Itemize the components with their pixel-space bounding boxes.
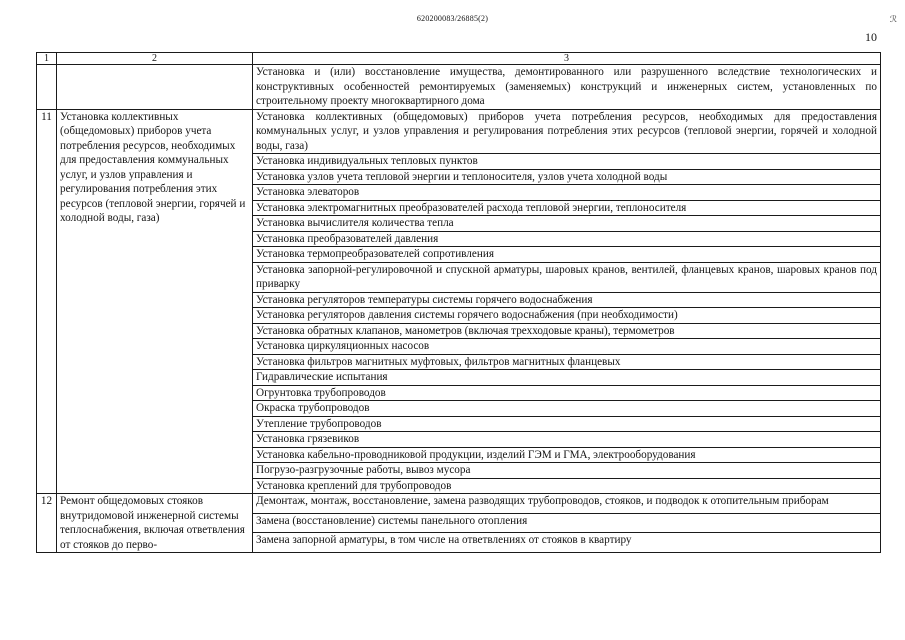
work-item-cell: Установка регуляторов давления системы горячего водоснабжения (при необходимости) [253,308,881,324]
work-item-cell: Окраска трубопроводов [253,401,881,417]
work-item-cell: Демонтаж, монтаж, восстановление, замена разводящих трубопроводов, стояков, и подводок к отопительным приборам [253,494,881,514]
work-item-cell: Установка индивидуальных тепловых пунктов [253,154,881,170]
table-row-continuation [37,65,881,110]
section-name-cell: Установка коллективных (общедомовых) приборов учета потребления ресурсов, необходимых для предоставления коммунальных услуг, и узлов управления и регулирования потребления этих ресурсов (тепловой энергии, горячей и холодной воды, газа) [57,109,253,494]
work-item-cell: Утепление трубопроводов [253,416,881,432]
work-item-cell: Установка фильтров магнитных муфтовых, фильтров магнитных фланцевых [253,354,881,370]
work-item-cell: Установка циркуляционных насосов [253,339,881,355]
work-item-cell: Установка элеваторов [253,185,881,201]
work-item-cell: Установка узлов учета тепловой энергии и теплоносителя, узлов учета холодной воды [253,169,881,185]
work-item-cell: Установка вычислителя количества тепла [253,216,881,232]
work-item-cell: Установка электромагнитных преобразователей расхода тепловой энергии, теплоносителя [253,200,881,216]
work-item-cell: Погрузо-разгрузочные работы, вывоз мусора [253,463,881,479]
section-number-cell: 11 [37,109,57,494]
works-table [36,52,881,553]
document-code: 620200083/26885(2) [416,14,489,23]
work-item-cell: Установка грязевиков [253,432,881,448]
column-header-2: 2 [57,53,253,65]
work-item-cell: Установка кабельно-проводниковой продукции, изделий ГЭМ и ГМА, электрооборудования [253,447,881,463]
continuation-name-cell [57,65,253,110]
work-item-cell: Установка преобразователей давления [253,231,881,247]
work-item-cell: Гидравлические испытания [253,370,881,386]
table-row [37,109,881,154]
work-item-cell: Установка креплений для трубопроводов [253,478,881,494]
work-item-cell: Установка регуляторов температуры системы горячего водоснабжения [253,292,881,308]
continuation-number-cell [37,65,57,110]
section-number-cell: 12 [37,494,57,553]
work-item-cell: Установка обратных клапанов, манометров (включая трехходовые краны), термометров [253,323,881,339]
work-item-cell: Установка запорной-регулировочной и спускной арматуры, шаровых кранов, вентилей, фланцевых кранов, шаровых кранов под приварку [253,262,881,292]
work-item-cell: Установка термопреобразователей сопротивления [253,247,881,263]
column-header-1: 1 [37,53,57,65]
table-row [37,494,881,514]
work-item-cell: Замена запорной арматуры, в том числе на ответвлениях от стояков в квартиру [253,533,881,553]
work-item-cell: Огрунтовка трубопроводов [253,385,881,401]
column-header-3: 3 [253,53,881,65]
work-item-cell: Установка коллективных (общедомовых) приборов учета потребления ресурсов, необходимых для предоставления коммунальных услуг, и узлов управления и регулирования потребления этих ресурсов (тепловой энергии, горячей и холодной воды, газа) [253,109,881,154]
work-item-cell: Замена (восстановление) системы панельного отопления [253,513,881,533]
corner-scan-mark: ℛ [889,14,897,24]
table-header-row [37,53,881,65]
section-name-cell: Ремонт общедомовых стояков внутридомовой инженерной системы теплоснабжения, включая ответвления от стояков до перво- [57,494,253,553]
page-number: 10 [865,30,877,44]
continuation-work-cell: Установка и (или) восстановление имущества, демонтированного или разрушенного вследствие технологических и конструктивных особенностей ремонтируемых (заменяемых) конструкций и инженерных систем, установленных по строительному проекту многоквартирного дома [253,65,881,110]
